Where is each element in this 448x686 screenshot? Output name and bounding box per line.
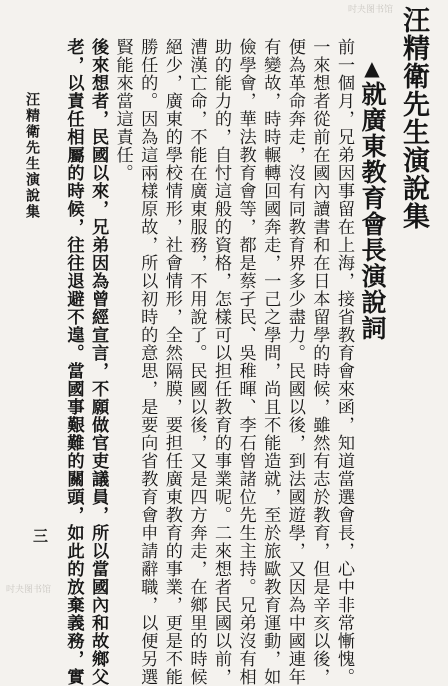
text-column: 便為革命奔走，沒有同教育界多少盡力。民國以後，到法國遊學，又因為中國連年 [284, 38, 305, 686]
text-column: 助的能力的，自忖這般的資格，怎樣可以担任教育的事業呢。二來想者民國以前， [211, 38, 232, 686]
body-text [61, 38, 356, 686]
text-column: 老，以責任相屬的時候，往往退避不遑。當國事艱難的關頭，如此的放棄義務，實 [63, 38, 84, 686]
library-watermark: 吋夬图书馆 [348, 5, 394, 15]
text-column: 絕少，廣東的學校情形，社會情形，全然隔膜，要担任廣東教育的事業，更是不能 [161, 38, 182, 686]
book-title: 汪精衛先生演說集 [398, 6, 429, 230]
library-watermark-bottom: 吋夬图书馆 [6, 585, 52, 595]
text-column: 有變故，時時輾轉回國奔走，一己之學問，尚且不能造就，至於旅歐教育運動，如 [260, 38, 281, 686]
section-title [358, 56, 386, 341]
text-column: 勝任的。因為這兩樣原故，所以初時的意思，是要向省教育會申請辭職，以便另選 [137, 38, 158, 686]
page-number: 三 [31, 528, 49, 543]
running-head: 汪精衛先生演說集 [24, 92, 40, 220]
triangle-mark-icon: ▲ [360, 56, 384, 81]
text-column: 漕漢亡命，不能在廣東服務，不用說了。民國以後，又是四方奔走，在鄉里的時候 [186, 38, 207, 686]
text-column: 賢能來當這責任。 [112, 38, 133, 182]
text-column: 後來想者，民國以來，兄弟因為曾經宣言，不願做官吏議員，所以當國內和故鄉父 [88, 38, 109, 686]
text-column: 前一個月，兄弟因事留在上海，接省教育會來函，知道當選會長，心中非常慚愧。 [334, 38, 354, 686]
text-column: 一來想者從前在國內讀書和在日本留學的時候，雖然有志於教育，但是辛亥以後， [309, 38, 330, 686]
text-column: 儉學會，華法教育會等，都是蔡孑民、吳稚暉、李石曾諸位先生主持。兄弟沒有相 [235, 38, 256, 686]
section-title-text: 就廣東教育會長演說詞 [358, 81, 387, 341]
